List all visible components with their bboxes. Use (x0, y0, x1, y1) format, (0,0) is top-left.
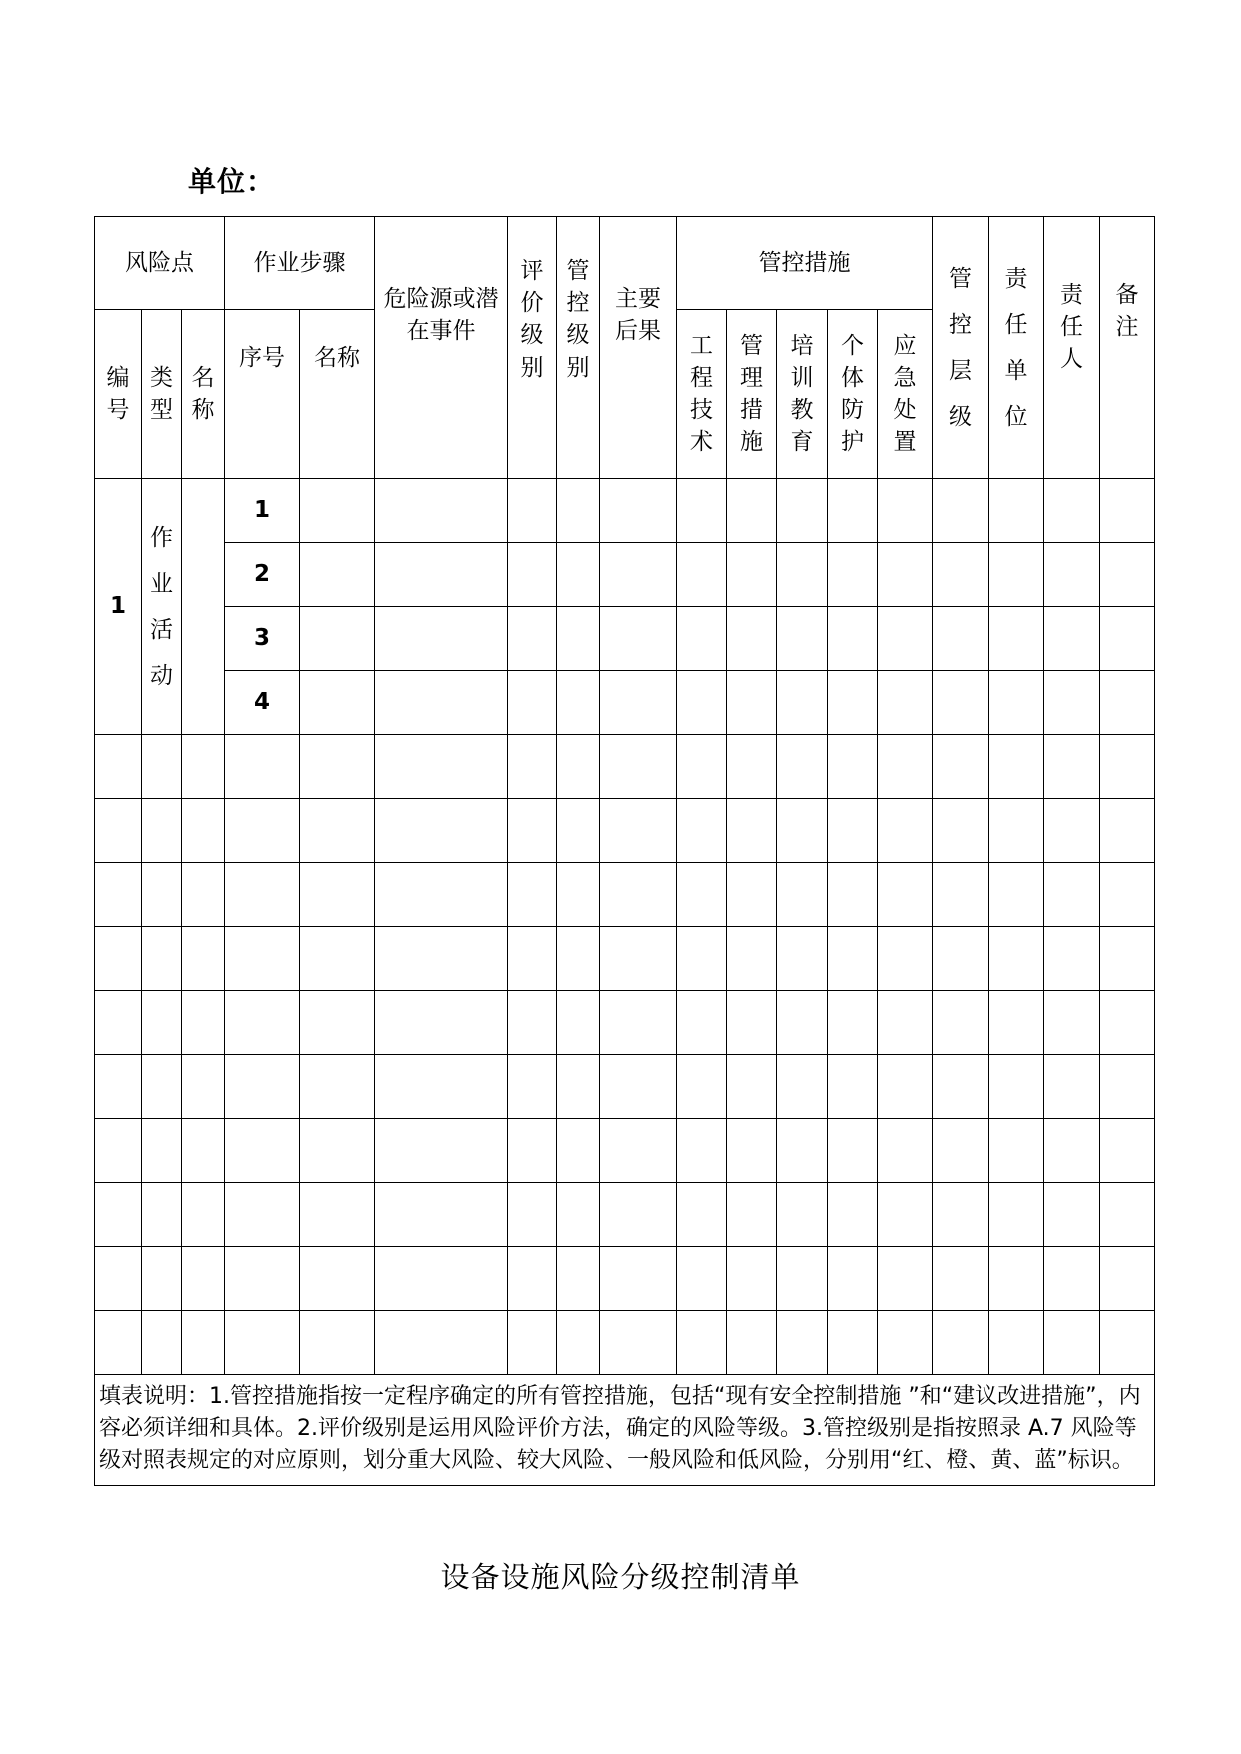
step-seq: 2 (225, 543, 300, 607)
header-resp-person: 责任人 (1044, 217, 1100, 479)
header-row-1 (95, 217, 1155, 310)
header-engineering: 工程技术 (677, 310, 727, 479)
table-row (95, 927, 1155, 991)
header-control-layer: 管控层级 (933, 217, 989, 479)
header-control-level: 管控级别 (557, 217, 600, 479)
step-seq: 1 (225, 479, 300, 543)
header-type: 类型 (142, 310, 182, 479)
header-hazard: 危险源或潜在事件 (375, 217, 508, 479)
group-type: 作业活动 (142, 479, 182, 735)
header-ppe: 个体防护 (828, 310, 878, 479)
table-row (95, 863, 1155, 927)
group-name (182, 479, 225, 735)
header-step-name: 名称 (300, 310, 375, 479)
table-row (95, 543, 1155, 607)
table-row (95, 1247, 1155, 1311)
table-row (95, 671, 1155, 735)
header-resp-unit: 责任单位 (989, 217, 1044, 479)
table-row (95, 1183, 1155, 1247)
empty-rows (95, 735, 1155, 1375)
header-risk-point: 风险点 (95, 217, 225, 310)
risk-control-table (94, 216, 1155, 1486)
table-row (95, 607, 1155, 671)
header-number: 编号 (95, 310, 142, 479)
header-management: 管理措施 (727, 310, 777, 479)
table-row (95, 991, 1155, 1055)
table-row (95, 1119, 1155, 1183)
unit-label: 单位： (188, 165, 276, 198)
note-row (95, 1375, 1155, 1486)
fill-instructions: 填表说明：1.管控措施指按一定程序确定的所有管控措施，包括“现有安全控制措施 ”和“建议改进措施”，内容必须详细和具体。2.评价级别是运用风险评价方法，确定的风险等级。3.管控级别是指按照录 A.7 风险等级对照表规定的对应原则，划分重大风险、较大风险、一般风险和低风险，分别用“红、橙、黄、蓝”标识。 (95, 1375, 1155, 1486)
table-row (95, 1055, 1155, 1119)
step-seq: 3 (225, 607, 300, 671)
header-remarks: 备注 (1100, 217, 1155, 479)
header-eval-level: 评价级别 (508, 217, 557, 479)
header-training: 培训教育 (777, 310, 828, 479)
table-row (95, 735, 1155, 799)
header-control-measures: 管控措施 (677, 217, 933, 310)
table-row (95, 799, 1155, 863)
table-row (95, 1311, 1155, 1375)
header-consequence: 主要后果 (600, 217, 677, 479)
step-seq: 4 (225, 671, 300, 735)
header-seq: 序号 (225, 310, 300, 479)
group-number: 1 (95, 479, 142, 735)
header-work-steps: 作业步骤 (225, 217, 375, 310)
table-row (95, 479, 1155, 543)
bottom-section-title: 设备设施风险分级控制清单 (440, 1560, 801, 1594)
header-name: 名称 (182, 310, 225, 479)
header-emergency: 应急处置 (878, 310, 933, 479)
